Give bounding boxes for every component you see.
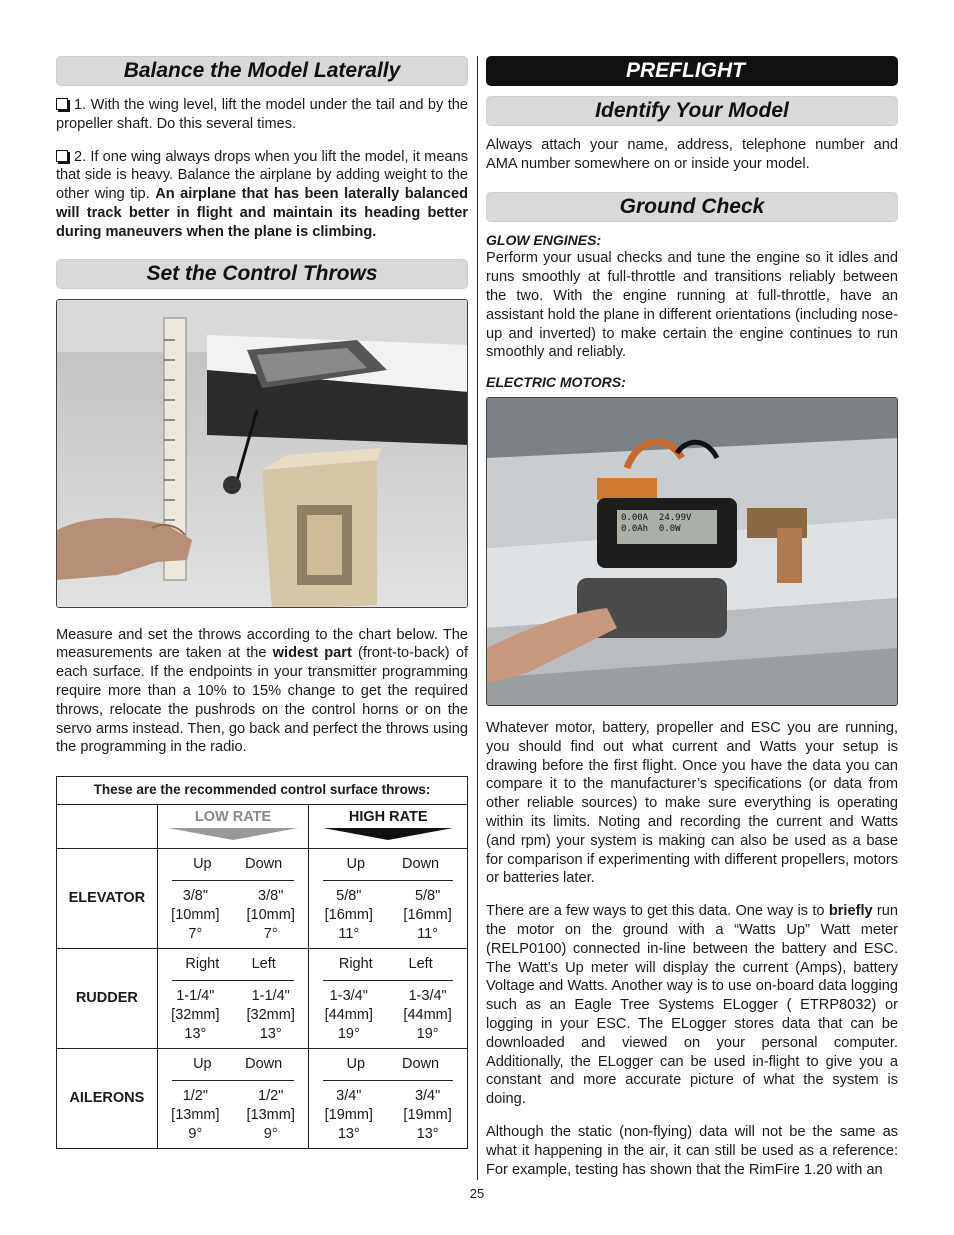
- electric-motors-label: ELECTRIC MOTORS:: [486, 374, 626, 391]
- watt-meter-image: [487, 398, 898, 706]
- ground-check-heading: Ground Check: [486, 192, 898, 222]
- low-rate-header: LOW RATE: [157, 805, 309, 849]
- high-rate-arrow-icon: [323, 828, 453, 840]
- balance-heading: Balance the Model Laterally: [56, 56, 468, 86]
- balance-step-1: [56, 96, 468, 134]
- checkbox-icon[interactable]: [56, 98, 68, 110]
- watt-meter-photo: [486, 397, 898, 706]
- page-number: 25: [469, 1186, 485, 1201]
- throws-paragraph: Measure and set the throws according to the chart below. The measurements are taken at the widest part (front-to-back) of each surface. If the endpoints in your transmitter programming require more than a 10% to 15% change to get the required throws, relocate the pushrods on the control horns or on the servo arms instead. Then, go back and perfect the throws using the programming in the radio.: [56, 626, 469, 756]
- identify-heading: Identify Your Model: [486, 96, 898, 126]
- surface-label: RUDDER: [57, 948, 158, 1048]
- widest-part-bold: widest part: [272, 645, 352, 662]
- step-2-text: 2. If one wing always drops when you lift the model, it means that side is heavy. Balance the airplane by adding weight to the other wing tip.: [56, 148, 468, 203]
- surface-label: ELEVATOR: [57, 849, 158, 949]
- static-data-paragraph: Although the static (non-flying) data will not be the same as what it happening in the air, it can still be used as a reference: For example, testing has shown that the RimFire 1.20 with an: [486, 1123, 898, 1178]
- right-column: [486, 56, 898, 1179]
- briefly-bold: briefly: [828, 903, 873, 920]
- table-caption: These are the recommended control surface throws:: [57, 777, 468, 805]
- control-throw-photo: [56, 299, 468, 608]
- surface-label: AILERONS: [57, 1048, 158, 1148]
- step-2-bold-text: An airplane that has been laterally balanced will track better in flight and maintain its heading better during maneuvers when the plane is climbing.: [56, 186, 468, 240]
- table-row: ELEVATOR Up Down 3/8" [10mm] 7° 3/8" [10mm] 7° Up Down 5/8" [16mm] 11° 5/8" [16mm] 11°: [57, 849, 468, 949]
- balance-step-2: [56, 148, 468, 242]
- preflight-heading: PREFLIGHT: [486, 56, 898, 86]
- left-column: [56, 56, 468, 1149]
- data-ways-paragraph: There are a few ways to get this data. One way is to briefly run the motor on the ground with a “Watts Up” Watt meter (RELP0100) connected in-line between the battery and ESC. The Watt’s Up meter will display the current (Amps), battery Voltage and Watts. Another way is to use on-board data logging such as an Eagle Tree Systems ELogger ( ETRP8032) or logging in your ESC. The ELogger stores data that can be downloaded and viewed on your personal computer. Additionally, the ELogger can be used in-flight to give you a constant and more accurate picture of what the system is doing.: [486, 903, 898, 1108]
- high-rate-header: HIGH RATE: [309, 805, 468, 849]
- glow-engines-label: GLOW ENGINES:: [486, 231, 602, 248]
- throws-heading: Set the Control Throws: [56, 259, 468, 289]
- identify-text: Always attach your name, address, telephone number and AMA number somewhere on or inside your model.: [486, 137, 898, 172]
- low-rate-arrow-icon: [168, 828, 298, 840]
- glow-engines-text: Perform your usual checks and tune the engine so it idles and runs smoothly at full-throttle and transitions reliably between the two. With the engine running at full-throttle, have an assistant hold the plane in different orientations (including nose-up and inverted) to make certain the engine continues to run smoothly and reliably.: [486, 250, 898, 361]
- table-row: AILERONS Up Down 1/2" [13mm] 9° 1/2" [13mm] 9° Up Down 3/4" [19mm] 13° 3/4" [19mm] 13°: [57, 1048, 468, 1148]
- step-1-text: 1. With the wing level, lift the model under the tail and by the propeller shaft. Do this several times.: [56, 97, 468, 132]
- column-divider: [477, 56, 478, 1180]
- ruler-measurement-image: [57, 300, 468, 608]
- current-watts-paragraph: Whatever motor, battery, propeller and ESC you are running, you should find out what current and Watts your setup is drawing before the first flight. Once you have the data you can compare it to the manufacturer’s specifications (or data from other reliable sources) to make sure everything is operating within its limits. Noting and recording the current and Watts (and rpm) your system is making can also be used as a base for comparison if experimenting with different propellers, motors or batteries later.: [486, 719, 898, 887]
- meter-display: 0.00A 24.99V 0.0Ah 0.0W: [621, 512, 692, 534]
- throws-table: [56, 776, 468, 1148]
- checkbox-icon[interactable]: [56, 150, 68, 162]
- table-row: RUDDER Right Left 1-1/4" [32mm] 13° 1-1/4" [32mm] 13° Right Left 1-3/4" [44mm] 19° 1-3/4" [44mm] 19°: [57, 948, 468, 1048]
